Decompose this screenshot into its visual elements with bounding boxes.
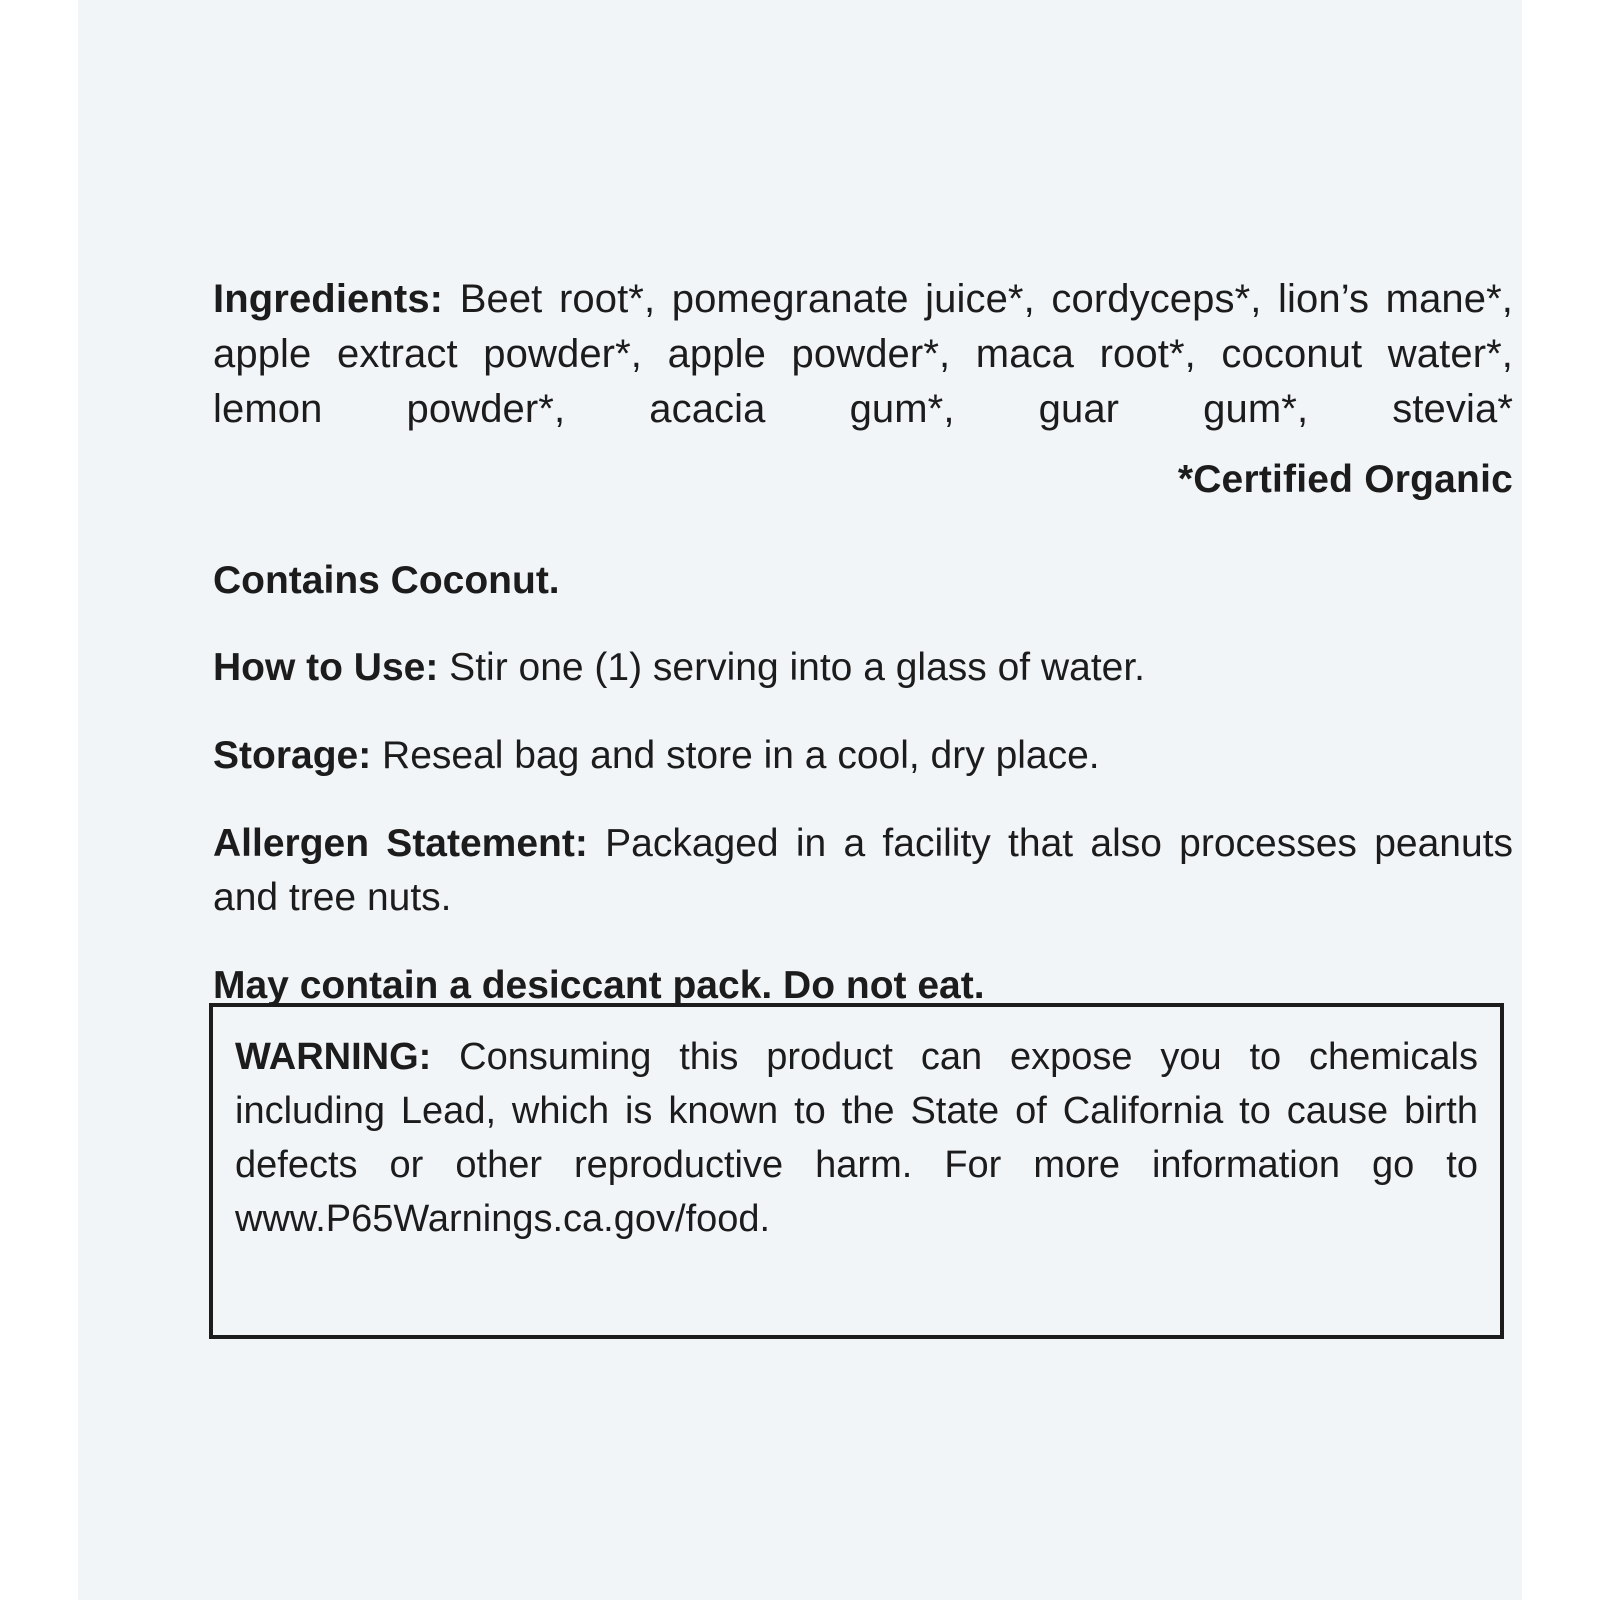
ingredients-list: Beet root*, pomegranate juice*, cordyceps*, lion’s mane*, apple extract powder*, apple powder*, maca root*, coconut water*, lemon powder*, acacia gum*, guar gum*, stevia*	[213, 277, 1513, 432]
label-text-content	[213, 272, 1513, 1012]
storage-label: Storage:	[213, 734, 372, 778]
storage-paragraph	[213, 729, 1513, 783]
ingredients-paragraph	[213, 272, 1513, 438]
allergen-label: Allergen Statement:	[213, 822, 588, 865]
how-to-use-paragraph	[213, 641, 1513, 695]
contains-coconut-statement: Contains Coconut.	[213, 558, 560, 602]
prop65-warning-box	[209, 1003, 1504, 1339]
prop65-warning-paragraph	[213, 1007, 1500, 1247]
storage-text: Reseal bag and store in a cool, dry place.	[371, 734, 1100, 778]
certified-organic-note: *Certified Organic	[1177, 457, 1513, 501]
allergen-text: Packaged in a facility that also processes peanuts and tree nuts.	[213, 822, 1513, 919]
desiccant-statement: May contain a desiccant pack. Do not eat.	[213, 963, 985, 1007]
how-to-use-text: Stir one (1) serving into a glass of water.	[438, 646, 1146, 690]
warning-label: WARNING:	[235, 1036, 432, 1078]
ingredients-label: Ingredients:	[213, 277, 444, 321]
warning-text: Consuming this product can expose you to chemicals including Lead, which is known to the State of California to cause birth defects or other reproductive harm. For more information go to www.P65Warnings.ca.gov/food.	[235, 1036, 1478, 1240]
product-label-panel	[78, 0, 1522, 1600]
how-to-use-label: How to Use:	[213, 646, 439, 690]
allergen-paragraph	[213, 817, 1513, 925]
